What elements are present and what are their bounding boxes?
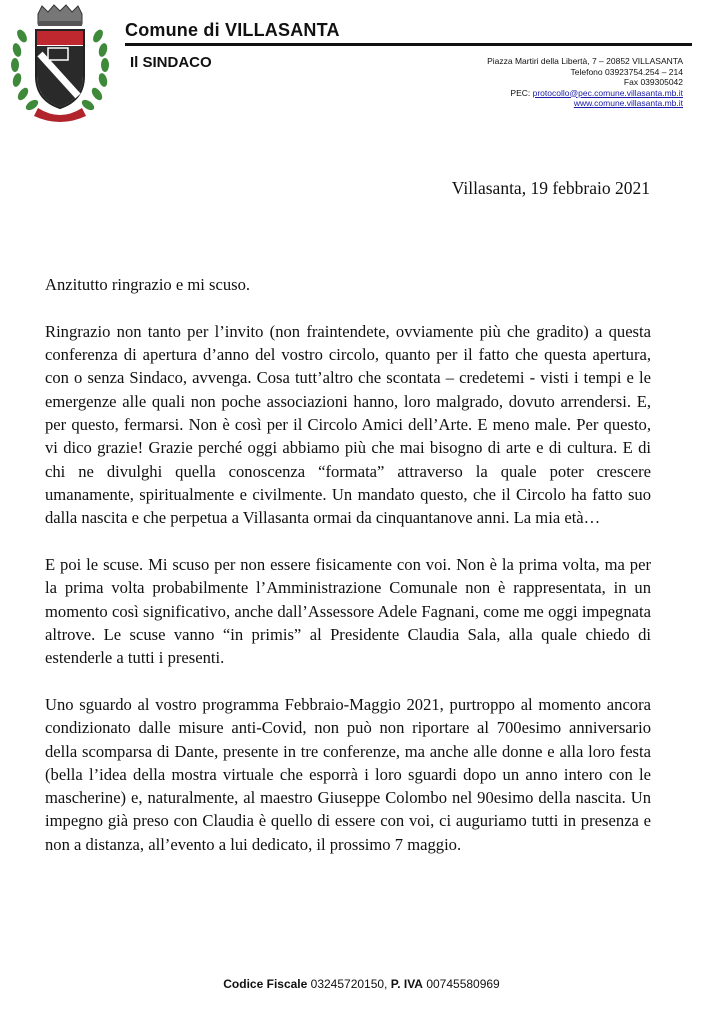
municipal-coat-of-arms-icon [8, 4, 112, 128]
paragraph-4: Uno sguardo al vostro programma Febbraio-Maggio 2021, purtroppo al momento ancora condizionato dalle misure anti-Covid, non può non riportare al 700esimo anniversario della scomparsa di Dante, presente in tre conferenze, ma anche alle donne e alla loro festa (bella l’idea della mostra virtuale che esporrà i loro sguardi dopo un anno intero con le mascherine) e, naturalmente, al maestro Giuseppe Colombo nel 90esimo della nascita. Un impegno già preso con Claudia è quello di essere con voi, ci auguriamo tutti in presenza e non a distanza, all’evento a lui dedicato, il prossimo 7 maggio. [45, 694, 651, 854]
tax-code-label: Codice Fiscale [223, 977, 308, 991]
contact-block [487, 56, 683, 109]
paragraph-3: E poi le scuse. Mi scuso per non essere fisicamente con voi. Non è la prima volta, ma per la prima volta probabilmente l’Amministrazione Comunale non è rappresentata, in un momento così significativo, anche dall’Assessore Adele Fagnani, come me oggi impegnata altrove. Le scuse vanno “in primis” al Presidente Claudia Sala, alla quale chiedo di estenderle a tutti i presenti. [45, 554, 651, 668]
pec-line [487, 88, 683, 99]
vat-value: 00745580969 [422, 977, 500, 991]
letter-date: Villasanta, 19 febbraio 2021 [451, 178, 650, 198]
fax: Fax 039305042 [623, 77, 683, 87]
phone: Telefono 03923754.254 – 214 [570, 66, 683, 77]
footer-tax-info [0, 977, 723, 991]
office-title: Il SINDACO [130, 54, 212, 71]
paragraph-2: Ringrazio non tanto per l’invito (non fraintendete, ovviamente più che gradito) a questa conferenza di apertura d’anno del vostro circolo, quanto per il fatto che questa apertura, con o senza Sindaco, avvenga. Cosa tutt’altro che scontata – credetemi - visti i tempi e le emergenze alle quali non poche associazioni hanno, loro malgrado, dovuto arrendersi. E, per questo, fermarsi. Non è così per il Circolo Amici dell’Arte. E meno male. Per questo, vi dico grazie! Grazie perché oggi abbiamo più che mai bisogno di arte e di cultura. E di chi ne divulghi quella conoscenza “formata” attraverso la quale poter crescere umanamente, spiritualmente e civilmente. Un mandato questo, che il Circolo ha fatto suo dalla nascita e che perpetua a Villasanta ormai da cinquantanove anni. La mia età… [45, 321, 651, 528]
tax-code-value: 03245720150, [307, 977, 391, 991]
vat-label: P. IVA [390, 977, 423, 991]
address: Piazza Martiri della Libertà, 7 – 20852 VILLASANTA [487, 56, 683, 66]
header-rule [125, 43, 692, 46]
pec-email-link[interactable]: protocollo@pec.comune.villasanta.mb.it [532, 87, 683, 98]
website-link[interactable]: www.comune.villasanta.mb.it [573, 98, 683, 108]
pec-label: PEC: [510, 87, 533, 98]
paragraph-1: Anzitutto ringrazio e mi scuso. [45, 275, 251, 294]
letter-body [45, 273, 651, 880]
organization-name: Comune di VILLASANTA [125, 20, 340, 40]
